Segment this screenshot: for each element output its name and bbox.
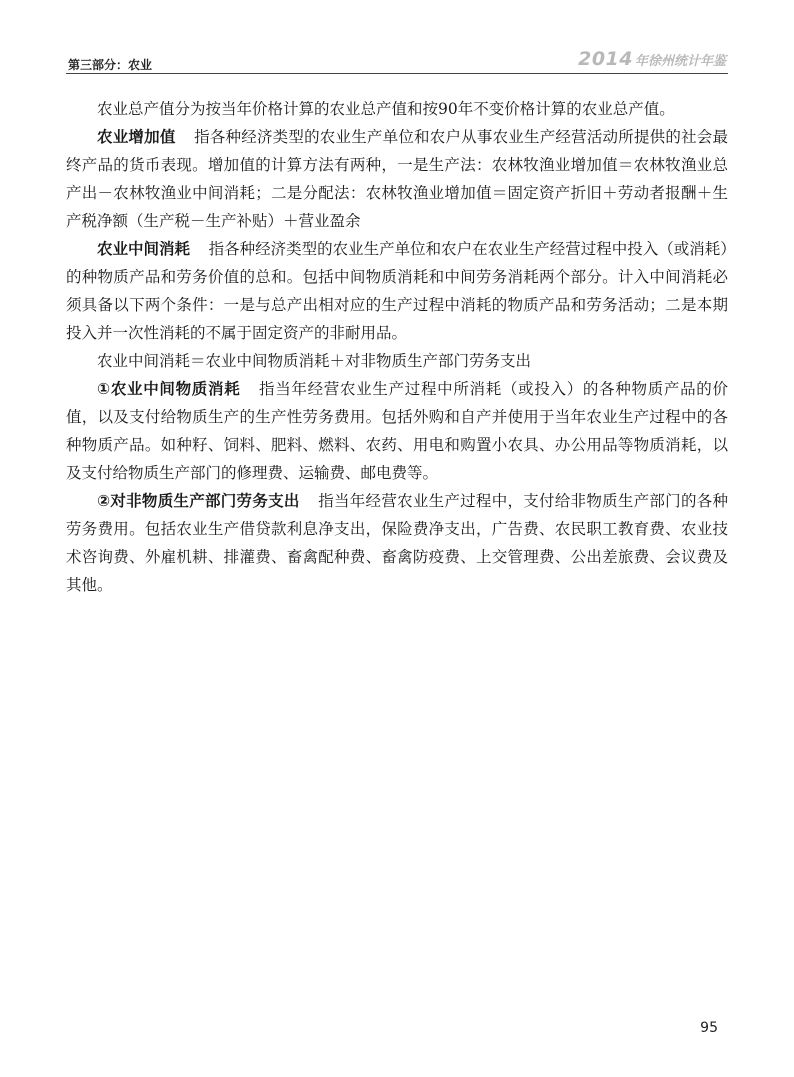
header-rule bbox=[66, 73, 728, 74]
paragraph-term: ②对非物质生产部门劳务支出 bbox=[97, 492, 300, 510]
paragraph-text: 农业总产值分为按当年价格计算的农业总产值和按90年不变价格计算的农业总产值。 bbox=[97, 100, 675, 118]
page-header bbox=[66, 48, 728, 74]
paragraph-material-consumption bbox=[66, 375, 728, 487]
paragraph-intermediate-consumption bbox=[66, 235, 728, 347]
body-text bbox=[66, 95, 728, 599]
paragraph-text: 指各种经济类型的农业生产单位和农户从事农业生产经营活动所提供的社会最终产品的货币表现。增加值的计算方法有两种，一是生产法：农林牧渔业增加值＝农林牧渔业总产出－农林牧渔业中间消耗；二是分配法：农林牧渔业增加值＝固定资产折旧＋劳动者报酬＋生产税净额（生产税－生产补贴）＋营业盈余 bbox=[66, 128, 728, 230]
page-number: 95 bbox=[700, 1020, 718, 1036]
paragraph-text: 指当年经营农业生产过程中所消耗（或投入）的各种物质产品的价值，以及支付给物质生产的生产性劳务费用。包括外购和自产并使用于当年农业生产过程中的各种物质产品。如种籽、饲料、肥料、燃料、农药、用电和购置小农具、办公用品等物质消耗，以及支付给物质生产部门的修理费、运输费、邮电费等。 bbox=[66, 380, 729, 482]
paragraph-gross-output bbox=[66, 95, 728, 123]
paragraph-text: 指当年经营农业生产过程中，支付给非物质生产部门的各种劳务费用。包括农业生产借贷款利息净支出，保险费净支出，广告费、农民职工教育费、农业技术咨询费、外雇机耕、排灌费、畜禽配种费、畜禽防疫费、上交管理费、公出差旅费、会议费及其他。 bbox=[66, 492, 728, 594]
paragraph-formula bbox=[66, 347, 728, 375]
yearbook-name: 年徐州统计年鉴 bbox=[634, 54, 726, 69]
paragraph-term: 农业中间消耗 bbox=[97, 240, 191, 258]
paragraph-term: 农业增加值 bbox=[97, 128, 176, 146]
section-label: 第三部分：农业 bbox=[68, 58, 153, 72]
paragraph-term: ①农业中间物质消耗 bbox=[97, 380, 241, 398]
paragraph-text: 农业中间消耗＝农业中间物质消耗＋对非物质生产部门劳务支出 bbox=[97, 352, 532, 370]
paragraph-text: 指各种经济类型的农业生产单位和农户在农业生产经营过程中投入（或消耗）的种物质产品和劳务价值的总和。包括中间物质消耗和中间劳务消耗两个部分。计入中间消耗必须具备以下两个条件：一是与总产出相对应的生产过程中消耗的物质产品和劳务活动；二是本期投入并一次性消耗的不属于固定资产的非耐用品。 bbox=[66, 240, 728, 342]
yearbook-year: 2014 bbox=[578, 48, 633, 70]
yearbook-title bbox=[578, 48, 726, 70]
paragraph-service-expenditure bbox=[66, 487, 728, 599]
paragraph-value-added bbox=[66, 123, 728, 235]
